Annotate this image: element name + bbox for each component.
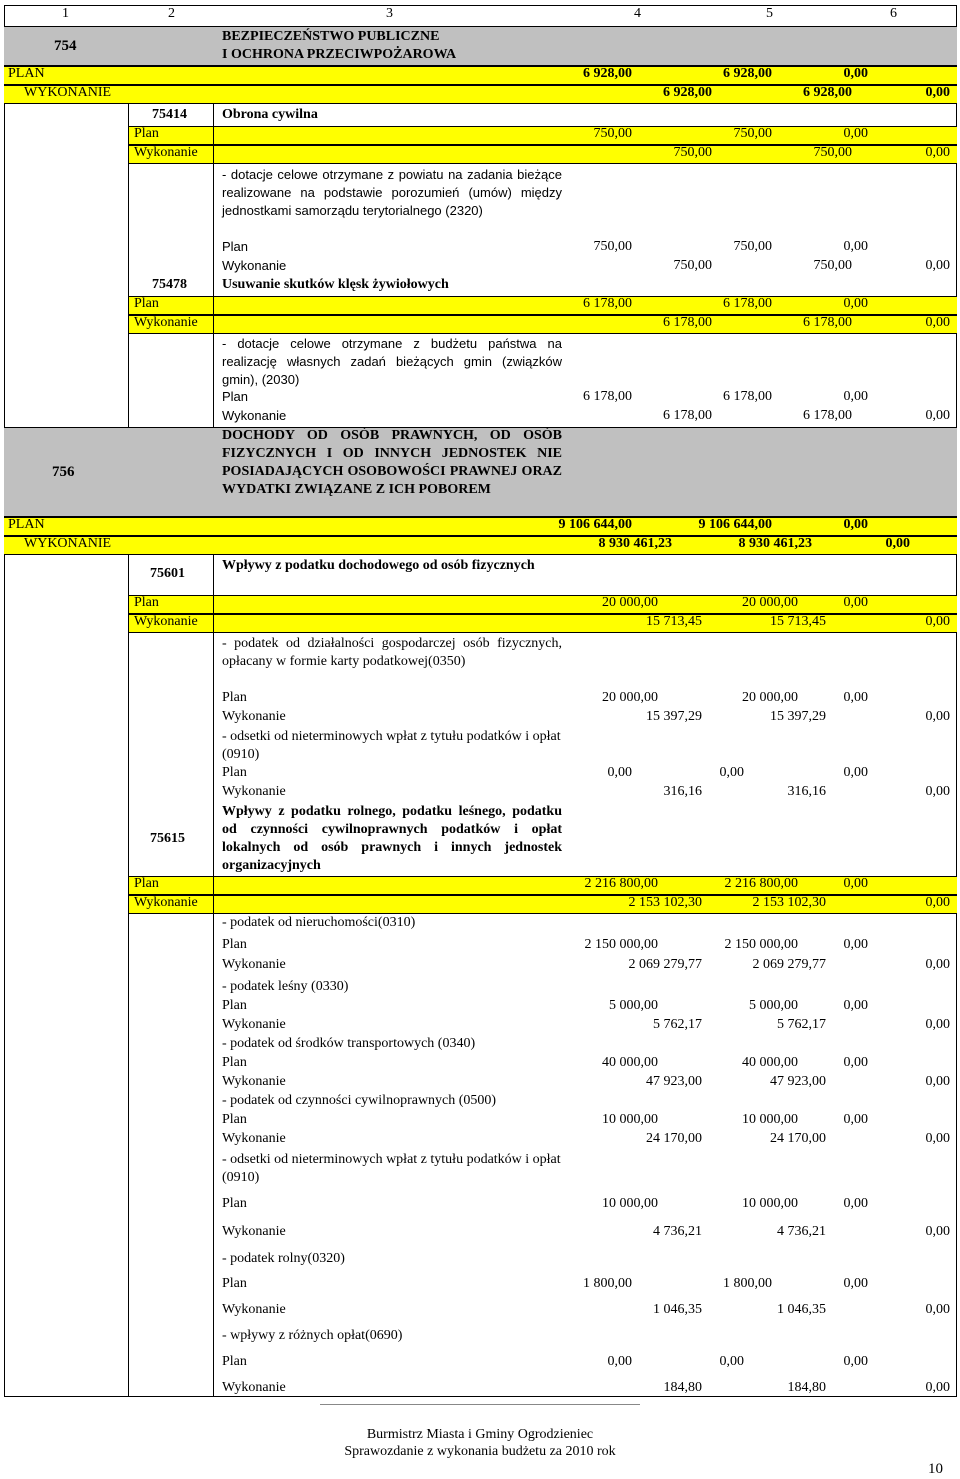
value-cell: 0,00 xyxy=(607,1354,632,1369)
value-cell: 0,00 xyxy=(719,1354,744,1369)
value-cell: 6 178,00 xyxy=(583,389,632,404)
value-cell: 6 178,00 xyxy=(723,389,772,404)
value-cell: 15 397,29 xyxy=(770,709,826,724)
row-label: Wykonanie xyxy=(222,1017,286,1032)
value-cell: 0,00 xyxy=(843,239,868,254)
value-cell: 0,00 xyxy=(925,85,950,100)
value-cell: 10 000,00 xyxy=(602,1112,658,1127)
value-cell: 47 923,00 xyxy=(770,1074,826,1089)
value-cell: 15 397,29 xyxy=(646,709,702,724)
value-cell: 4 736,21 xyxy=(777,1224,826,1239)
value-cell: 0,00 xyxy=(925,1131,950,1146)
value-cell: 6 928,00 xyxy=(583,66,632,81)
value-cell: 6 928,00 xyxy=(803,85,852,100)
value-cell: 0,00 xyxy=(925,1074,950,1089)
chapter-wyk-row xyxy=(128,614,957,633)
item-description: - wpływy z różnych opłat(0690) xyxy=(222,1328,403,1343)
value-cell: 20 000,00 xyxy=(742,690,798,705)
value-cell: 6 178,00 xyxy=(663,408,712,423)
row-label: WYKONANIE xyxy=(24,85,112,100)
row-label: Plan xyxy=(134,876,159,891)
section-754-header xyxy=(4,26,957,66)
chapter-code: 75601 xyxy=(150,566,185,581)
value-cell: 2 153 102,30 xyxy=(752,895,826,910)
row-label: Wykonanie xyxy=(134,614,198,629)
value-cell: 10 000,00 xyxy=(742,1196,798,1211)
row-label: Wykonanie xyxy=(134,145,198,160)
value-cell: 750,00 xyxy=(733,126,772,141)
value-cell: 316,16 xyxy=(787,784,826,799)
col-header-5: 5 xyxy=(766,6,773,21)
value-cell: 0,00 xyxy=(843,595,868,610)
row-label: Plan xyxy=(134,595,159,610)
item-description: - podatek od czynności cywilnoprawnych (0500) xyxy=(222,1093,497,1108)
column-divider xyxy=(128,555,129,1397)
row-label: Plan xyxy=(134,126,159,141)
value-cell: 8 930 461,23 xyxy=(738,536,812,551)
section-wyk-row xyxy=(4,536,957,555)
col-header-4: 4 xyxy=(634,6,641,21)
value-cell: 5 000,00 xyxy=(609,998,658,1013)
footer-line: Burmistrz Miasta i Gminy Ogrodzieniec xyxy=(366,1427,594,1442)
row-label: Wykonanie xyxy=(134,315,198,330)
value-cell: 0,00 xyxy=(843,389,868,404)
value-cell: 6 178,00 xyxy=(723,296,772,311)
section-code: 754 xyxy=(54,38,77,54)
col-header-6: 6 xyxy=(890,6,897,21)
chapter-code: 75478 xyxy=(152,277,187,292)
row-label: Plan xyxy=(222,1055,247,1070)
value-cell: 40 000,00 xyxy=(742,1055,798,1070)
row-label: Plan xyxy=(222,1354,247,1369)
value-cell: 9 106 644,00 xyxy=(558,517,632,532)
row-label: Plan xyxy=(222,1196,247,1211)
col-header-3: 3 xyxy=(386,6,393,21)
section-title: I OCHRONA PRZECIWPOŻAROWA xyxy=(222,47,457,62)
value-cell: 40 000,00 xyxy=(602,1055,658,1070)
chapter-code: 75615 xyxy=(150,831,185,846)
value-cell: 0,00 xyxy=(843,517,868,532)
item-description: - podatek leśny (0330) xyxy=(222,979,349,994)
value-cell: 0,00 xyxy=(925,1302,950,1317)
value-cell: 0,00 xyxy=(925,957,950,972)
value-cell: 0,00 xyxy=(925,784,950,799)
page-number: 10 xyxy=(928,1461,943,1477)
value-cell: 750,00 xyxy=(593,239,632,254)
value-cell: 1 800,00 xyxy=(723,1276,772,1291)
row-label: Wykonanie xyxy=(222,784,286,799)
value-cell: 6 928,00 xyxy=(723,66,772,81)
value-cell: 20 000,00 xyxy=(742,595,798,610)
value-cell: 750,00 xyxy=(673,258,712,273)
value-cell: 6 178,00 xyxy=(663,315,712,330)
value-cell: 0,00 xyxy=(885,536,910,551)
row-label: Wykonanie xyxy=(222,408,287,423)
row-label: WYKONANIE xyxy=(24,536,112,551)
row-label: Plan xyxy=(222,998,247,1013)
value-cell: 8 930 461,23 xyxy=(598,536,672,551)
value-cell: 184,80 xyxy=(787,1380,826,1395)
value-cell: 0,00 xyxy=(925,895,950,910)
value-cell: 6 178,00 xyxy=(583,296,632,311)
value-cell: 10 000,00 xyxy=(742,1112,798,1127)
value-cell: 0,00 xyxy=(925,258,950,273)
value-cell: 0,00 xyxy=(925,1380,950,1395)
value-cell: 0,00 xyxy=(843,1196,868,1211)
value-cell: 0,00 xyxy=(719,765,744,780)
value-cell: 0,00 xyxy=(843,1276,868,1291)
row-label: Wykonanie xyxy=(222,1224,286,1239)
col-header-1: 1 xyxy=(62,6,69,21)
chapter-title: Obrona cywilna xyxy=(222,107,318,122)
value-cell: 5 000,00 xyxy=(749,998,798,1013)
item-description: - podatek rolny(0320) xyxy=(222,1251,345,1266)
value-cell: 0,00 xyxy=(925,1017,950,1032)
item-description: - podatek od środków transportowych (0340) xyxy=(222,1036,476,1051)
row-label: Wykonanie xyxy=(222,709,286,724)
value-cell: 5 762,17 xyxy=(777,1017,826,1032)
value-cell: 1 046,35 xyxy=(653,1302,702,1317)
value-cell: 1 046,35 xyxy=(777,1302,826,1317)
value-cell: 2 069 279,77 xyxy=(752,957,826,972)
value-cell: 0,00 xyxy=(843,690,868,705)
row-label: Plan xyxy=(222,239,249,254)
value-cell: 2 150 000,00 xyxy=(584,937,658,952)
value-cell: 9 106 644,00 xyxy=(698,517,772,532)
value-cell: 750,00 xyxy=(673,145,712,160)
column-divider xyxy=(128,104,129,427)
column-divider xyxy=(213,104,214,427)
value-cell: 20 000,00 xyxy=(602,595,658,610)
value-cell: 0,00 xyxy=(925,145,950,160)
item-description: - odsetki od nieterminowych wpłat z tytułu podatków i opłat (0910) xyxy=(222,1152,561,1185)
row-label: Plan xyxy=(222,389,249,404)
value-cell: 0,00 xyxy=(607,765,632,780)
value-cell: 6 178,00 xyxy=(803,315,852,330)
row-label: Plan xyxy=(222,1112,247,1127)
row-label: Wykonanie xyxy=(222,1380,286,1395)
chapter-code: 75414 xyxy=(152,107,187,122)
value-cell: 750,00 xyxy=(593,126,632,141)
value-cell: 0,00 xyxy=(843,1112,868,1127)
value-cell: 2 150 000,00 xyxy=(724,937,798,952)
section-code: 756 xyxy=(52,464,75,480)
value-cell: 0,00 xyxy=(925,408,950,423)
section-title: BEZPIECZEŃSTWO PUBLICZNE xyxy=(222,29,440,44)
footer-line: Sprawozdanie z wykonania budżetu za 2010 rok xyxy=(344,1444,616,1459)
chapter-wyk-row xyxy=(128,895,957,914)
value-cell: 15 713,45 xyxy=(770,614,826,629)
row-label: Wykonanie xyxy=(222,1302,286,1317)
value-cell: 0,00 xyxy=(925,315,950,330)
value-cell: 750,00 xyxy=(733,239,772,254)
value-cell: 0,00 xyxy=(843,66,868,81)
value-cell: 0,00 xyxy=(925,614,950,629)
value-cell: 2 153 102,30 xyxy=(628,895,702,910)
value-cell: 0,00 xyxy=(843,1354,868,1369)
value-cell: 24 170,00 xyxy=(646,1131,702,1146)
value-cell: 0,00 xyxy=(843,876,868,891)
row-label: PLAN xyxy=(8,517,45,532)
row-label: Wykonanie xyxy=(222,1074,286,1089)
value-cell: 5 762,17 xyxy=(653,1017,702,1032)
row-label: Plan xyxy=(134,296,159,311)
value-cell: 750,00 xyxy=(813,145,852,160)
value-cell: 0,00 xyxy=(843,998,868,1013)
item-description: - podatek od nieruchomości(0310) xyxy=(222,915,416,930)
item-description: - dotacje celowe otrzymane z budżetu państwa na realizację własnych zadań bieżących gmin (związków gmin), (2030) xyxy=(222,336,562,387)
row-label: Wykonanie xyxy=(222,957,286,972)
row-label: Plan xyxy=(222,765,247,780)
value-cell: 47 923,00 xyxy=(646,1074,702,1089)
value-cell: 0,00 xyxy=(925,709,950,724)
value-cell: 750,00 xyxy=(813,258,852,273)
value-cell: 2 216 800,00 xyxy=(584,876,658,891)
section-title: DOCHODY OD OSÓB PRAWNYCH, OD OSÓB FIZYCZNYCH I OD INNYCH JEDNOSTEK NIE POSIADAJĄCYCH OSOBOWOŚCI PRAWNEJ ORAZ WYDATKI ZWIĄZANE Z ICH POBOREM xyxy=(222,428,562,497)
footer-rule xyxy=(320,1404,640,1405)
value-cell: 0,00 xyxy=(925,1224,950,1239)
value-cell: 0,00 xyxy=(843,765,868,780)
value-cell: 2 216 800,00 xyxy=(724,876,798,891)
item-description: - dotacje celowe otrzymane z powiatu na zadania bieżące realizowane na podstawie porozumień (umów) między jednostkami samorządu terytorialnego (2320) xyxy=(222,167,562,218)
item-description: - podatek od działalności gospodarczej osób fizycznych, opłacany w formie karty podatkowej(0350) xyxy=(222,636,562,669)
value-cell: 24 170,00 xyxy=(770,1131,826,1146)
chapter-title: Wpływy z podatku dochodowego od osób fizycznych xyxy=(222,558,535,573)
row-label: Wykonanie xyxy=(222,1131,286,1146)
value-cell: 316,16 xyxy=(663,784,702,799)
chapter-title: Wpływy z podatku rolnego, podatku leśnego, podatku od czynności cywilnoprawnych podatków i opłat lokalnych od osób prawnych i innych jednostek organizacyjnych xyxy=(222,804,562,873)
column-divider xyxy=(213,555,214,1397)
row-label: Plan xyxy=(222,937,247,952)
row-label: Wykonanie xyxy=(134,895,198,910)
value-cell: 15 713,45 xyxy=(646,614,702,629)
row-label: PLAN xyxy=(8,66,45,81)
value-cell: 0,00 xyxy=(843,937,868,952)
value-cell: 4 736,21 xyxy=(653,1224,702,1239)
value-cell: 10 000,00 xyxy=(602,1196,658,1211)
value-cell: 20 000,00 xyxy=(602,690,658,705)
value-cell: 0,00 xyxy=(843,296,868,311)
chapter-title: Usuwanie skutków klęsk żywiołowych xyxy=(222,277,449,292)
row-label: Plan xyxy=(222,1276,247,1291)
value-cell: 184,80 xyxy=(663,1380,702,1395)
item-description: - odsetki od nieterminowych wpłat z tytułu podatków i opłat (0910) xyxy=(222,729,561,762)
value-cell: 6 928,00 xyxy=(663,85,712,100)
row-label: Plan xyxy=(222,690,247,705)
value-cell: 6 178,00 xyxy=(803,408,852,423)
value-cell: 2 069 279,77 xyxy=(628,957,702,972)
value-cell: 0,00 xyxy=(843,1055,868,1070)
value-cell: 1 800,00 xyxy=(583,1276,632,1291)
value-cell: 0,00 xyxy=(843,126,868,141)
row-label: Wykonanie xyxy=(222,258,287,273)
col-header-2: 2 xyxy=(168,6,175,21)
